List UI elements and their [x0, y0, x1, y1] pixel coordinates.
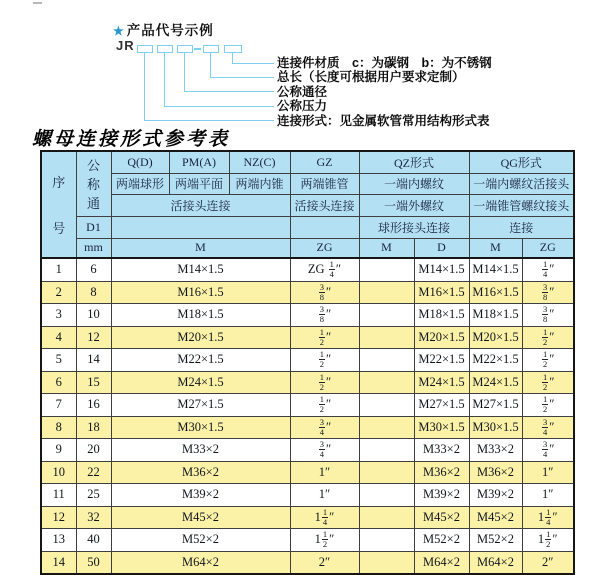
label-material: 连接件材质 c：为碳钢 b：为不锈钢 [277, 56, 492, 70]
cell-qg-m: M22×1.5 [469, 349, 522, 372]
cell-qg-zg: $\frac{1}{4}$ ″ [522, 258, 574, 281]
cell-qg-m: M16×1.5 [469, 281, 522, 304]
cell-qz-d: M36×2 [414, 461, 469, 484]
table-row [41, 529, 574, 552]
cell-dn: 6 [76, 258, 111, 281]
cell-dn: 25 [76, 484, 111, 507]
cell-qg-zg: $\frac{1}{2}$ ″ [522, 349, 574, 372]
cell-thread-m: M39×2 [111, 484, 290, 507]
cell-thread-m: M45×2 [111, 506, 290, 529]
cell-gz-zg: $\frac{3}{8}$ ″ [290, 281, 359, 304]
header-q-desc: 两端球形 [111, 173, 169, 194]
fraction: $\frac{1}{2}$ [319, 349, 325, 370]
table-row [41, 326, 574, 349]
cell-seq: 10 [41, 461, 76, 484]
cell-qz-d: M45×2 [414, 506, 469, 529]
fraction: $\frac{3}{4}$ [543, 416, 548, 437]
diagram-heading-text: 产品代号示例 [126, 23, 214, 38]
cell-qz-m [359, 416, 414, 439]
cell-dn: 50 [76, 551, 111, 574]
cell-qg-m: M52×2 [469, 529, 522, 552]
header-gz-desc: 两端锥管 [290, 173, 359, 194]
fraction: $\frac{3}{8}$ [543, 281, 548, 302]
star-icon: ★ [113, 24, 125, 38]
cell-gz-zg: $\frac{1}{2}$ ″ [290, 371, 359, 394]
cell-qg-m: M45×2 [469, 506, 522, 529]
cell-qz-d: M14×1.5 [414, 258, 469, 281]
label-form: 连接形式：见金属软管常用结构形式表 [277, 113, 490, 128]
fraction: $\frac{1}{2}$ [543, 371, 548, 392]
header-zg-label: ZG [290, 238, 359, 258]
cell-gz-zg: 1″ [290, 461, 359, 484]
cell-dn: 32 [76, 506, 111, 529]
fraction: $\frac{1}{2}$ [543, 326, 548, 347]
header-union-conn: 活接头连接 [111, 194, 290, 216]
header-pm-desc: 两端平面 [169, 173, 229, 194]
cell-qg-m: M18×1.5 [469, 304, 522, 327]
cell-dn: 12 [76, 326, 111, 349]
cell-qz-m [359, 529, 414, 552]
cell-gz-zg: $\frac{1}{2}$ ″ [290, 349, 359, 372]
cell-qz-d: M64×2 [414, 551, 469, 574]
cell-qz-m [359, 484, 414, 507]
code-box-5 [224, 45, 242, 53]
header-qz-desc1: 一端内螺纹 [359, 173, 469, 194]
cell-qg-zg: 1 $\frac{1}{2}$ ″ [522, 529, 574, 552]
table-row [41, 371, 574, 394]
cell-qg-zg: $\frac{1}{2}$ ″ [522, 394, 574, 417]
cell-qz-m [359, 461, 414, 484]
fraction: $\frac{3}{8}$ [319, 304, 325, 325]
fraction: $\frac{1}{2}$ [543, 394, 548, 415]
code-prefix: JR [116, 38, 135, 53]
cell-gz-zg: $\frac{3}{8}$ ″ [290, 304, 359, 327]
cell-qz-m [359, 551, 414, 574]
code-dash [194, 48, 201, 50]
diagram-heading [113, 19, 214, 39]
cell-gz-zg: $\frac{1}{2}$ ″ [290, 326, 359, 349]
cell-gz-zg: $\frac{3}{4}$ ″ [290, 416, 359, 439]
header-col-gz: GZ [290, 151, 359, 173]
code-box-1 [137, 45, 153, 53]
header-qg-conn: 连接 [469, 216, 574, 238]
fraction: $\frac{3}{8}$ [543, 304, 548, 325]
fraction: $\frac{1}{2}$ [322, 529, 328, 550]
header-qz-conn: 球形接头连接 [359, 216, 469, 238]
fraction: $\frac{1}{2}$ [319, 326, 325, 347]
cell-qz-m [359, 349, 414, 372]
cell-dn: 8 [76, 281, 111, 304]
cell-seq: 3 [41, 304, 76, 327]
cell-thread-m: M18×1.5 [111, 304, 290, 327]
cell-dn: 15 [76, 371, 111, 394]
connector-line-form [144, 53, 274, 121]
cell-seq: 2 [41, 281, 76, 304]
cell-seq: 11 [41, 484, 76, 507]
fraction: $\frac{1}{2}$ [543, 349, 548, 370]
header-qg-desc2: 一端锥管螺纹接头 [469, 194, 574, 216]
cell-dn: 16 [76, 394, 111, 417]
cell-thread-m: M22×1.5 [111, 349, 290, 372]
label-diameter: 公称通径 [277, 84, 328, 99]
table-header [41, 151, 574, 258]
table-row [41, 258, 574, 281]
cell-seq: 5 [41, 349, 76, 372]
cell-seq: 7 [41, 394, 76, 417]
header-gz-conn: 活接头连接 [290, 194, 359, 216]
cell-qg-zg: 1″ [522, 484, 574, 507]
cell-dn: 18 [76, 416, 111, 439]
header-dn: 公 称 通 [76, 151, 111, 216]
table-row [41, 506, 574, 529]
header-blank-zg [290, 216, 359, 238]
cell-qg-m: M30×1.5 [469, 416, 522, 439]
header-qz-desc2: 一端外螺纹 [359, 194, 469, 216]
cell-qg-zg: $\frac{1}{2}$ ″ [522, 371, 574, 394]
cell-qg-m: M27×1.5 [469, 394, 522, 417]
header-col-qg: QG形式 [469, 151, 574, 173]
table-row [41, 349, 574, 372]
cell-qz-d: M27×1.5 [414, 394, 469, 417]
cell-thread-m: M16×1.5 [111, 281, 290, 304]
cell-qz-d: M24×1.5 [414, 371, 469, 394]
fraction: $\frac{1}{2}$ [319, 394, 325, 415]
table-body [41, 258, 574, 574]
cell-gz-zg: 1 $\frac{1}{4}$ ″ [290, 506, 359, 529]
cell-gz-zg: $\frac{3}{4}$ ″ [290, 439, 359, 462]
table-row [41, 416, 574, 439]
cell-seq: 1 [41, 258, 76, 281]
cell-qg-zg: $\frac{1}{2}$ ″ [522, 326, 574, 349]
header-col-qz: QZ形式 [359, 151, 469, 173]
cell-gz-zg: 2″ [290, 551, 359, 574]
fraction: $\frac{1}{4}$ [329, 259, 334, 280]
fraction: $\frac{1}{4}$ [322, 506, 328, 527]
cell-qz-d: M52×2 [414, 529, 469, 552]
header-qg-m: M [469, 238, 522, 258]
cell-gz-zg: $\frac{1}{2}$ ″ [290, 394, 359, 417]
fraction: $\frac{3}{4}$ [319, 416, 325, 437]
table-row [41, 484, 574, 507]
cell-qg-zg: $\frac{3}{8}$ ″ [522, 281, 574, 304]
code-box-3 [177, 45, 193, 53]
cell-dn: 10 [76, 304, 111, 327]
cell-qg-m: M64×2 [469, 551, 522, 574]
cell-qg-zg: $\frac{3}{8}$ ″ [522, 304, 574, 327]
cell-qz-d: M39×2 [414, 484, 469, 507]
cell-qz-d: M20×1.5 [414, 326, 469, 349]
header-qg-desc1: 一端内螺纹活接头 [469, 173, 574, 194]
header-qz-m: M [359, 238, 414, 258]
cell-seq: 13 [41, 529, 76, 552]
cell-qg-zg: 2″ [522, 551, 574, 574]
cell-seq: 14 [41, 551, 76, 574]
table-title: 螺母连接形式参考表 [32, 129, 231, 150]
header-qz-d: D [414, 238, 469, 258]
fraction: $\frac{1}{2}$ [546, 529, 551, 550]
cell-qz-m [359, 394, 414, 417]
cell-qg-m: M39×2 [469, 484, 522, 507]
cell-qz-m [359, 304, 414, 327]
cell-qz-d: M18×1.5 [414, 304, 469, 327]
cell-qg-zg: 1 $\frac{1}{4}$ ″ [522, 506, 574, 529]
cell-qg-zg: $\frac{3}{4}$ ″ [522, 416, 574, 439]
cell-thread-m: M52×2 [111, 529, 290, 552]
cell-qz-d: M16×1.5 [414, 281, 469, 304]
cell-qz-m [359, 506, 414, 529]
fraction: $\frac{3}{4}$ [543, 439, 548, 460]
cell-seq: 4 [41, 326, 76, 349]
fraction: $\frac{1}{2}$ [319, 371, 325, 392]
cell-thread-m: M36×2 [111, 461, 290, 484]
cell-thread-m: M33×2 [111, 439, 290, 462]
fraction: $\frac{1}{4}$ [546, 506, 551, 527]
header-d1: D1 [76, 216, 111, 238]
cell-gz-zg: 1″ [290, 484, 359, 507]
cell-qz-m [359, 326, 414, 349]
cell-qz-d: M22×1.5 [414, 349, 469, 372]
fraction: $\frac{3}{8}$ [319, 281, 325, 302]
label-pressure: 公称压力 [277, 99, 328, 113]
header-col-pm: PM(A) [169, 151, 229, 173]
code-box-4 [203, 45, 219, 53]
cell-qz-d: M30×1.5 [414, 416, 469, 439]
cell-qg-m: M14×1.5 [469, 258, 522, 281]
cell-gz-zg: 1 $\frac{1}{2}$ ″ [290, 529, 359, 552]
cell-qg-m: M24×1.5 [469, 371, 522, 394]
header-col-nz: NZ(C) [229, 151, 290, 173]
code-box-2 [157, 45, 173, 53]
cell-thread-m: M20×1.5 [111, 326, 290, 349]
cell-qg-m: M36×2 [469, 461, 522, 484]
header-mm: mm [76, 238, 111, 258]
cell-dn: 20 [76, 439, 111, 462]
label-length: 总长（长度可根据用户要求定制） [277, 70, 465, 84]
fraction: $\frac{3}{4}$ [319, 439, 325, 460]
cell-thread-m: M24×1.5 [111, 371, 290, 394]
cell-qg-zg: $\frac{3}{4}$ ″ [522, 439, 574, 462]
cell-thread-m: M14×1.5 [111, 258, 290, 281]
table-row [41, 461, 574, 484]
table-row [41, 551, 574, 574]
cell-qz-m [359, 371, 414, 394]
cell-dn: 14 [76, 349, 111, 372]
cell-thread-m: M64×2 [111, 551, 290, 574]
cell-seq: 6 [41, 371, 76, 394]
table-row [41, 439, 574, 462]
fraction: $\frac{1}{4}$ [543, 259, 548, 280]
header-blank-m [111, 216, 290, 238]
table-row [41, 281, 574, 304]
cell-qg-m: M33×2 [469, 439, 522, 462]
cell-gz-zg: ZG $\frac{1}{4}$ ″ [290, 258, 359, 281]
header-m-label: M [111, 238, 290, 258]
cell-qg-m: M20×1.5 [469, 326, 522, 349]
cell-seq: 9 [41, 439, 76, 462]
header-nz-desc: 两端内锥 [229, 173, 290, 194]
cell-seq: 8 [41, 416, 76, 439]
table-row [41, 394, 574, 417]
table-row [41, 304, 574, 327]
cell-thread-m: M27×1.5 [111, 394, 290, 417]
header-qg-zg: ZG [522, 238, 574, 258]
cell-qz-m [359, 258, 414, 281]
cell-dn: 22 [76, 461, 111, 484]
cell-qz-d: M33×2 [414, 439, 469, 462]
cell-qz-m [359, 439, 414, 462]
header-col-q: Q(D) [111, 151, 169, 173]
cell-seq: 12 [41, 506, 76, 529]
cell-qz-m [359, 281, 414, 304]
nut-connection-table [40, 150, 575, 575]
header-seq: 序 号 [41, 151, 76, 258]
cell-thread-m: M30×1.5 [111, 416, 290, 439]
cell-dn: 40 [76, 529, 111, 552]
cell-qg-zg: 1″ [522, 461, 574, 484]
